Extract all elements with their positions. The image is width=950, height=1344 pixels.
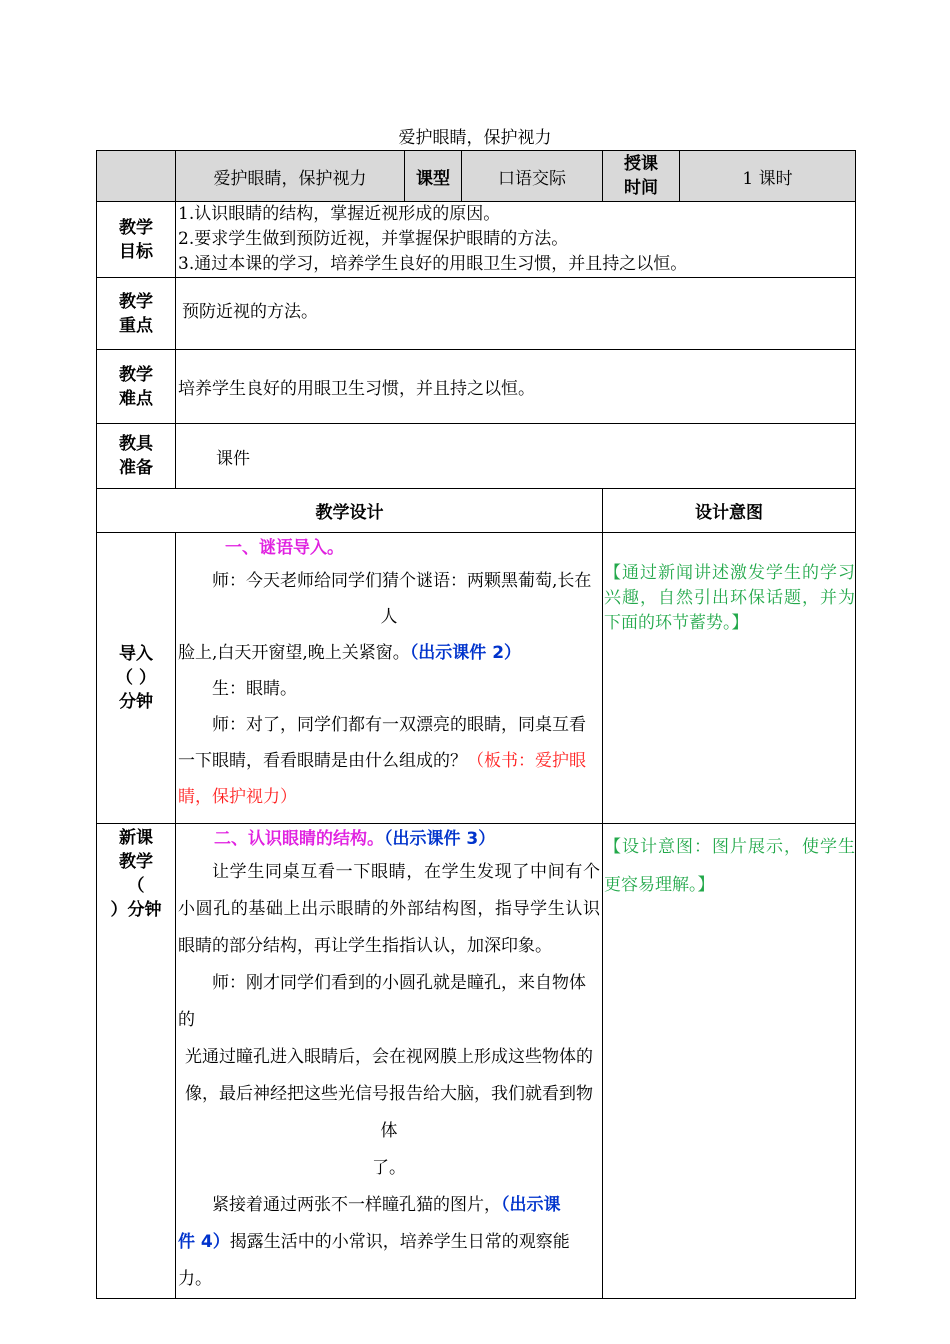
- newlesson-label: [97, 824, 176, 1299]
- tools-label-line-1: 教具: [119, 434, 153, 454]
- goal-item-2: 2.要求学生做到预防近视，并掌握保护眼睛的方法。: [178, 229, 569, 249]
- intro-label-line-1: 导入: [119, 644, 153, 664]
- newlesson-label-line-4: ）分钟: [110, 900, 162, 920]
- design-header: 教学设计: [97, 489, 603, 533]
- newlesson-para-2c: 像，最后神经把这些光信号报告给大脑，我们就看到物体: [185, 1084, 593, 1141]
- goals-content: [176, 202, 856, 278]
- intent-header: 设计意图: [603, 489, 856, 533]
- newlesson-label-line-3: （: [127, 876, 145, 896]
- newlesson-courseware-ref-4a: （出示课: [501, 1195, 561, 1215]
- intro-heading: 一、谜语导入。: [225, 538, 344, 558]
- section-header-row: [97, 489, 856, 533]
- newlesson-intent: 【设计意图：图片展示，使学生更容易理解。】: [604, 837, 856, 895]
- difficulty-row: [97, 350, 856, 424]
- intro-line-1b: 人: [380, 607, 398, 627]
- tools-label: [97, 424, 176, 489]
- intro-intent: 【通过新闻讲述激发学生的学习兴趣，自然引出环保话题，并为下面的环节蓄势。】: [604, 563, 856, 633]
- header-blank-cell: [97, 151, 176, 202]
- document-title: 爱护眼睛，保护视力: [398, 128, 552, 148]
- newlesson-row: [97, 824, 856, 1299]
- newlesson-label-line-1: 新课: [119, 828, 153, 848]
- tools-content: 课件: [176, 424, 856, 489]
- intro-courseware-ref: （出示课件 2）: [409, 643, 522, 663]
- focus-label: [97, 278, 176, 350]
- time-label: [603, 151, 680, 202]
- newlesson-para-2d: 了。: [372, 1158, 406, 1178]
- difficulty-label-line-2: 难点: [119, 388, 153, 409]
- focus-label-line-1: 教学: [119, 291, 153, 312]
- difficulty-content: 培养学生良好的用眼卫生习惯，并且持之以恒。: [176, 350, 856, 424]
- intro-label-line-2: （ ）: [116, 668, 156, 688]
- intro-label-line-3: 分钟: [119, 692, 153, 712]
- newlesson-label-line-2: 教学: [119, 852, 153, 872]
- goals-label-line-1: 教学: [119, 217, 153, 238]
- newlesson-heading: 二、认识眼睛的结构。: [214, 829, 384, 849]
- intro-content: [176, 533, 603, 824]
- newlesson-para-2a: 师：刚才同学们看到的小圆孔就是瞳孔，来自物体的: [178, 973, 586, 1030]
- focus-content: 预防近视的方法。: [176, 278, 856, 350]
- intro-line-1: 师：今天老师给同学们猜个谜语：两颗黑葡萄,长在: [212, 571, 592, 591]
- time-label-line-2: 时间: [624, 178, 658, 198]
- intro-row: [97, 533, 856, 824]
- newlesson-content: [176, 824, 603, 1299]
- type-label: 课型: [405, 151, 462, 202]
- newlesson-intent-cell: [603, 824, 856, 1299]
- difficulty-label-line-1: 教学: [119, 364, 153, 385]
- focus-label-line-2: 重点: [119, 315, 153, 336]
- intro-line-3: 生：眼睛。: [212, 679, 297, 699]
- type-value: 口语交际: [462, 151, 603, 202]
- newlesson-para-1: 让学生同桌互看一下眼睛，在学生发现了中间有个小圆孔的基础上出示眼睛的外部结构图，指导学生认识眼睛的部分结构，再让学生指指认认，加深印象。: [178, 862, 600, 956]
- time-label-line-1: 授课: [624, 154, 658, 174]
- topic-value: 爱护眼睛，保护视力: [213, 168, 367, 189]
- lesson-plan-table: [96, 150, 856, 1299]
- newlesson-para-3: 紧接着通过两张不一样瞳孔猫的图片，: [212, 1195, 501, 1215]
- goals-row: [97, 202, 856, 278]
- newlesson-courseware-ref: （出示课件 3）: [384, 829, 496, 849]
- goals-label: [97, 202, 176, 278]
- topic-cell: [176, 151, 405, 202]
- focus-row: [97, 278, 856, 350]
- difficulty-label: [97, 350, 176, 424]
- newlesson-para-2b: 光通过瞳孔进入眼睛后，会在视网膜上形成这些物体的: [185, 1047, 593, 1067]
- goal-item-3: 3.通过本课的学习，培养学生良好的用眼卫生习惯，并且持之以恒。: [178, 254, 688, 274]
- tools-row: [97, 424, 856, 489]
- intro-label: [97, 533, 176, 824]
- newlesson-para-3-end: 揭露生活中的小常识，培养学生日常的观察能力。: [178, 1232, 570, 1289]
- intro-intent-cell: [603, 533, 856, 824]
- intro-line-4: 师：对了，同学们都有一双漂亮的眼睛，同桌互看一下眼睛，看看眼睛是由什么组成的？: [178, 715, 586, 771]
- tools-label-line-2: 准备: [119, 458, 153, 478]
- goals-label-line-2: 目标: [119, 241, 153, 262]
- newlesson-courseware-ref-4b: 件 4）: [178, 1232, 230, 1252]
- intro-line-2: 脸上,白天开窗望,晚上关紧窗。: [178, 643, 410, 663]
- goal-item-1: 1.认识眼睛的结构，掌握近视形成的原因。: [178, 204, 501, 224]
- time-value: 1 课时: [680, 151, 856, 202]
- header-row: [97, 151, 856, 202]
- intro-board-note: （板书：爱护眼睛，保护视力）: [178, 751, 586, 807]
